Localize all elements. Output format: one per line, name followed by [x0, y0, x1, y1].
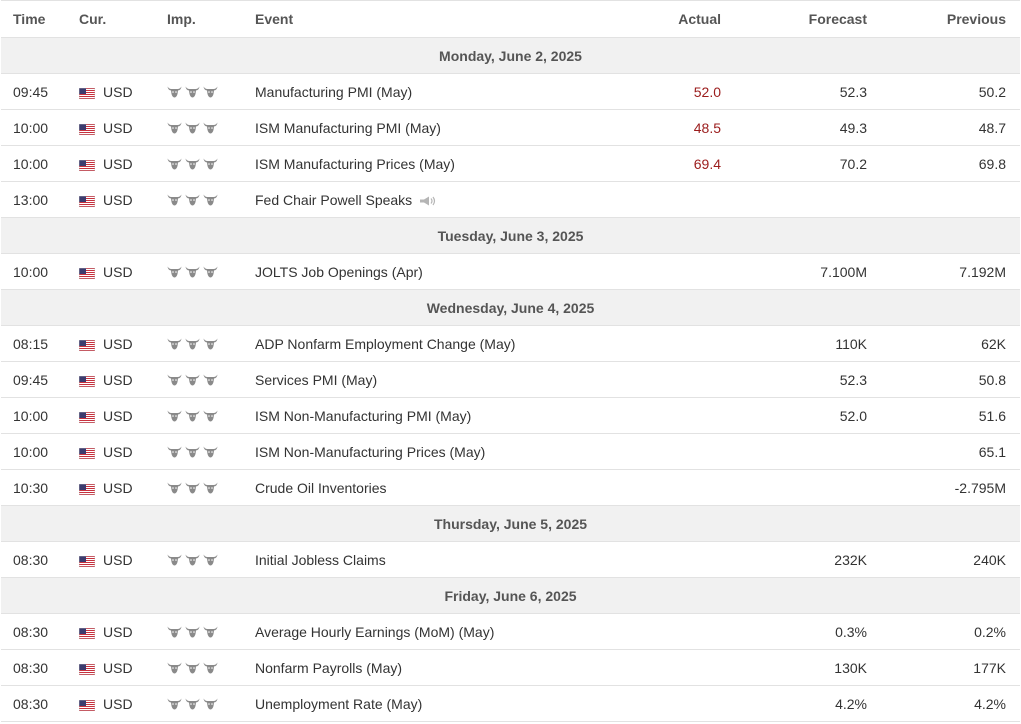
bull-icon	[203, 337, 218, 350]
event-name-cell	[255, 614, 494, 649]
currency-code: USD	[103, 695, 133, 712]
forecast-value: 0.3%	[835, 623, 867, 640]
bull-icon	[185, 157, 200, 170]
actual-value: 48.5	[693, 119, 721, 136]
previous-value: 177K	[973, 659, 1006, 676]
importance-cell	[167, 110, 218, 145]
forecast-value: 110K	[835, 335, 867, 352]
forecast-value: 4.2%	[835, 695, 867, 712]
event-name-cell	[255, 686, 422, 721]
importance-cell	[167, 326, 218, 361]
importance-rating	[167, 625, 218, 638]
bull-icon	[185, 661, 200, 674]
table-row[interactable]	[1, 146, 1020, 182]
speech-icon	[418, 194, 438, 206]
date-label: Wednesday, June 4, 2025	[426, 299, 595, 316]
bull-icon	[203, 661, 218, 674]
us-flag-icon	[79, 446, 95, 457]
bull-icon	[203, 481, 218, 494]
bull-icon	[167, 409, 182, 422]
us-flag-icon	[79, 86, 95, 97]
column-header-forecast[interactable]: Forecast	[808, 11, 867, 27]
currency-cell	[79, 74, 133, 109]
bull-icon	[167, 697, 182, 710]
currency-cell	[79, 146, 133, 181]
bull-icon	[185, 85, 200, 98]
previous-value: 0.2%	[974, 623, 1006, 640]
bull-icon	[167, 193, 182, 206]
event-name-cell	[255, 110, 441, 145]
bull-icon	[167, 85, 182, 98]
us-flag-icon	[79, 374, 95, 385]
event-time: 13:00	[13, 191, 49, 208]
event-time: 10:00	[13, 119, 49, 136]
importance-cell	[167, 398, 218, 433]
currency-cell	[79, 398, 133, 433]
forecast-value: 70.2	[839, 155, 867, 172]
forecast-value: 52.0	[839, 407, 867, 424]
bull-icon	[203, 121, 218, 134]
event-name-cell	[255, 470, 387, 505]
event-name[interactable]: Crude Oil Inventories	[255, 479, 387, 496]
currency-cell	[79, 362, 133, 397]
forecast-value: 7.100M	[820, 263, 867, 280]
event-name-cell	[255, 326, 515, 361]
previous-value: 65.1	[978, 443, 1006, 460]
us-flag-icon	[79, 662, 95, 673]
date-label: Monday, June 2, 2025	[439, 47, 582, 64]
date-group-row	[1, 218, 1020, 254]
bull-icon	[203, 373, 218, 386]
previous-value: 50.2	[978, 83, 1006, 100]
event-time: 08:30	[13, 695, 49, 712]
bull-icon	[167, 481, 182, 494]
event-name[interactable]: Nonfarm Payrolls (May)	[255, 659, 403, 676]
currency-code: USD	[103, 443, 133, 460]
event-name[interactable]: ISM Manufacturing PMI (May)	[255, 119, 441, 136]
column-header-importance[interactable]: Imp.	[167, 11, 196, 27]
bull-icon	[203, 697, 218, 710]
event-name[interactable]: ISM Non-Manufacturing PMI (May)	[255, 407, 472, 424]
table-row[interactable]	[1, 398, 1020, 434]
event-name[interactable]: Average Hourly Earnings (MoM) (May)	[255, 623, 495, 640]
currency-cell	[79, 182, 133, 217]
table-row[interactable]	[1, 686, 1020, 722]
currency-cell	[79, 686, 133, 721]
event-name-cell	[255, 182, 438, 217]
economic-calendar-table	[1, 0, 1020, 722]
bull-icon	[203, 409, 218, 422]
currency-cell	[79, 650, 133, 685]
currency-code: USD	[103, 155, 133, 172]
bull-icon	[185, 481, 200, 494]
forecast-value: 52.3	[839, 83, 867, 100]
currency-cell	[79, 614, 133, 649]
event-name[interactable]: ISM Non-Manufacturing Prices (May)	[255, 443, 486, 460]
importance-rating	[167, 121, 218, 134]
table-row[interactable]	[1, 470, 1020, 506]
us-flag-icon	[79, 482, 95, 493]
importance-cell	[167, 650, 218, 685]
bull-icon	[167, 121, 182, 134]
previous-value: 51.6	[978, 407, 1006, 424]
previous-value: -2.795M	[954, 479, 1006, 496]
us-flag-icon	[79, 626, 95, 637]
event-time: 10:00	[13, 155, 49, 172]
bull-icon	[185, 373, 200, 386]
previous-value: 62K	[981, 335, 1006, 352]
event-time: 08:30	[13, 659, 49, 676]
table-row[interactable]	[1, 650, 1020, 686]
date-group-row	[1, 38, 1020, 74]
currency-code: USD	[103, 623, 133, 640]
currency-cell	[79, 254, 133, 289]
currency-code: USD	[103, 479, 133, 496]
event-time: 10:00	[13, 263, 49, 280]
importance-rating	[167, 337, 218, 350]
bull-icon	[167, 445, 182, 458]
bull-icon	[185, 553, 200, 566]
event-time: 10:30	[13, 479, 49, 496]
table-row[interactable]	[1, 542, 1020, 578]
bull-icon	[185, 445, 200, 458]
us-flag-icon	[79, 410, 95, 421]
date-label: Friday, June 6, 2025	[444, 587, 577, 604]
table-row[interactable]	[1, 362, 1020, 398]
event-time: 08:15	[13, 335, 49, 352]
currency-cell	[79, 542, 133, 577]
currency-code: USD	[103, 407, 133, 424]
previous-value: 240K	[973, 551, 1006, 568]
bull-icon	[203, 445, 218, 458]
importance-rating	[167, 661, 218, 674]
actual-value: 52.0	[693, 83, 721, 100]
us-flag-icon	[79, 698, 95, 709]
currency-code: USD	[103, 263, 133, 280]
us-flag-icon	[79, 554, 95, 565]
actual-value: 69.4	[693, 155, 721, 172]
event-name-cell	[255, 542, 386, 577]
currency-code: USD	[103, 119, 133, 136]
currency-cell	[79, 470, 133, 505]
event-name-cell	[255, 650, 402, 685]
table-row[interactable]	[1, 74, 1020, 110]
forecast-value: 52.3	[839, 371, 867, 388]
bull-icon	[185, 625, 200, 638]
event-time: 08:30	[13, 551, 49, 568]
bull-icon	[203, 553, 218, 566]
forecast-value: 130K	[834, 659, 867, 676]
bull-icon	[185, 409, 200, 422]
bull-icon	[185, 337, 200, 350]
event-name[interactable]: ISM Manufacturing Prices (May)	[255, 155, 455, 172]
currency-code: USD	[103, 659, 133, 676]
table-row[interactable]	[1, 254, 1020, 290]
table-row[interactable]	[1, 434, 1020, 470]
event-name[interactable]: JOLTS Job Openings (Apr)	[255, 263, 423, 280]
bull-icon	[185, 121, 200, 134]
column-header-time[interactable]: Time	[13, 11, 46, 27]
bull-icon	[203, 625, 218, 638]
event-name[interactable]: Fed Chair Powell Speaks	[255, 191, 413, 208]
currency-code: USD	[103, 335, 133, 352]
currency-cell	[79, 434, 133, 469]
us-flag-icon	[79, 266, 95, 277]
event-name[interactable]: Manufacturing PMI (May)	[255, 83, 413, 100]
us-flag-icon	[79, 158, 95, 169]
importance-rating	[167, 481, 218, 494]
bull-icon	[167, 373, 182, 386]
previous-value: 4.2%	[974, 695, 1006, 712]
bull-icon	[185, 697, 200, 710]
importance-rating	[167, 265, 218, 278]
event-name[interactable]: Initial Jobless Claims	[255, 551, 386, 568]
forecast-value: 232K	[834, 551, 867, 568]
date-label: Tuesday, June 3, 2025	[437, 227, 584, 244]
column-header-previous[interactable]: Previous	[946, 11, 1006, 27]
importance-cell	[167, 182, 218, 217]
currency-cell	[79, 326, 133, 361]
table-row[interactable]	[1, 110, 1020, 146]
currency-code: USD	[103, 191, 133, 208]
importance-cell	[167, 434, 218, 469]
date-group-row	[1, 578, 1020, 614]
event-name-cell	[255, 434, 485, 469]
us-flag-icon	[79, 194, 95, 205]
bull-icon	[185, 193, 200, 206]
event-name-cell	[255, 398, 471, 433]
bull-icon	[167, 625, 182, 638]
importance-cell	[167, 146, 218, 181]
date-label: Thursday, June 5, 2025	[433, 515, 588, 532]
previous-value: 7.192M	[959, 263, 1006, 280]
event-name-cell	[255, 254, 423, 289]
bull-icon	[167, 553, 182, 566]
event-time: 09:45	[13, 83, 49, 100]
date-group-row	[1, 506, 1020, 542]
bull-icon	[203, 265, 218, 278]
importance-rating	[167, 445, 218, 458]
importance-rating	[167, 85, 218, 98]
importance-cell	[167, 254, 218, 289]
column-header-event[interactable]: Event	[255, 11, 294, 27]
event-time: 09:45	[13, 371, 49, 388]
importance-rating	[167, 373, 218, 386]
bull-icon	[167, 337, 182, 350]
bull-icon	[167, 157, 182, 170]
column-header-currency[interactable]: Cur.	[79, 11, 107, 27]
previous-value: 50.8	[978, 371, 1006, 388]
event-name-cell	[255, 362, 377, 397]
importance-rating	[167, 157, 218, 170]
currency-code: USD	[103, 83, 133, 100]
bull-icon	[167, 661, 182, 674]
table-header-row	[1, 0, 1020, 38]
importance-rating	[167, 553, 218, 566]
previous-value: 48.7	[978, 119, 1006, 136]
table-row[interactable]	[1, 182, 1020, 218]
event-name-cell	[255, 146, 455, 181]
event-name[interactable]: Services PMI (May)	[255, 371, 378, 388]
bull-icon	[167, 265, 182, 278]
bull-icon	[203, 157, 218, 170]
importance-rating	[167, 193, 218, 206]
importance-rating	[167, 409, 218, 422]
event-time: 10:00	[13, 443, 49, 460]
previous-value: 69.8	[978, 155, 1006, 172]
event-time: 10:00	[13, 407, 49, 424]
currency-cell	[79, 110, 133, 145]
us-flag-icon	[79, 122, 95, 133]
table-row[interactable]	[1, 326, 1020, 362]
table-row[interactable]	[1, 614, 1020, 650]
importance-rating	[167, 697, 218, 710]
us-flag-icon	[79, 338, 95, 349]
column-header-actual[interactable]: Actual	[678, 11, 721, 27]
bull-icon	[185, 265, 200, 278]
importance-cell	[167, 614, 218, 649]
importance-cell	[167, 74, 218, 109]
currency-code: USD	[103, 551, 133, 568]
event-time: 08:30	[13, 623, 49, 640]
importance-cell	[167, 470, 218, 505]
event-name-cell	[255, 74, 412, 109]
currency-code: USD	[103, 371, 133, 388]
importance-cell	[167, 686, 218, 721]
forecast-value: 49.3	[839, 119, 867, 136]
importance-cell	[167, 362, 218, 397]
importance-cell	[167, 542, 218, 577]
event-name[interactable]: Unemployment Rate (May)	[255, 695, 423, 712]
table-body	[1, 38, 1020, 722]
event-name[interactable]: ADP Nonfarm Employment Change (May)	[255, 335, 516, 352]
date-group-row	[1, 290, 1020, 326]
bull-icon	[203, 85, 218, 98]
bull-icon	[203, 193, 218, 206]
